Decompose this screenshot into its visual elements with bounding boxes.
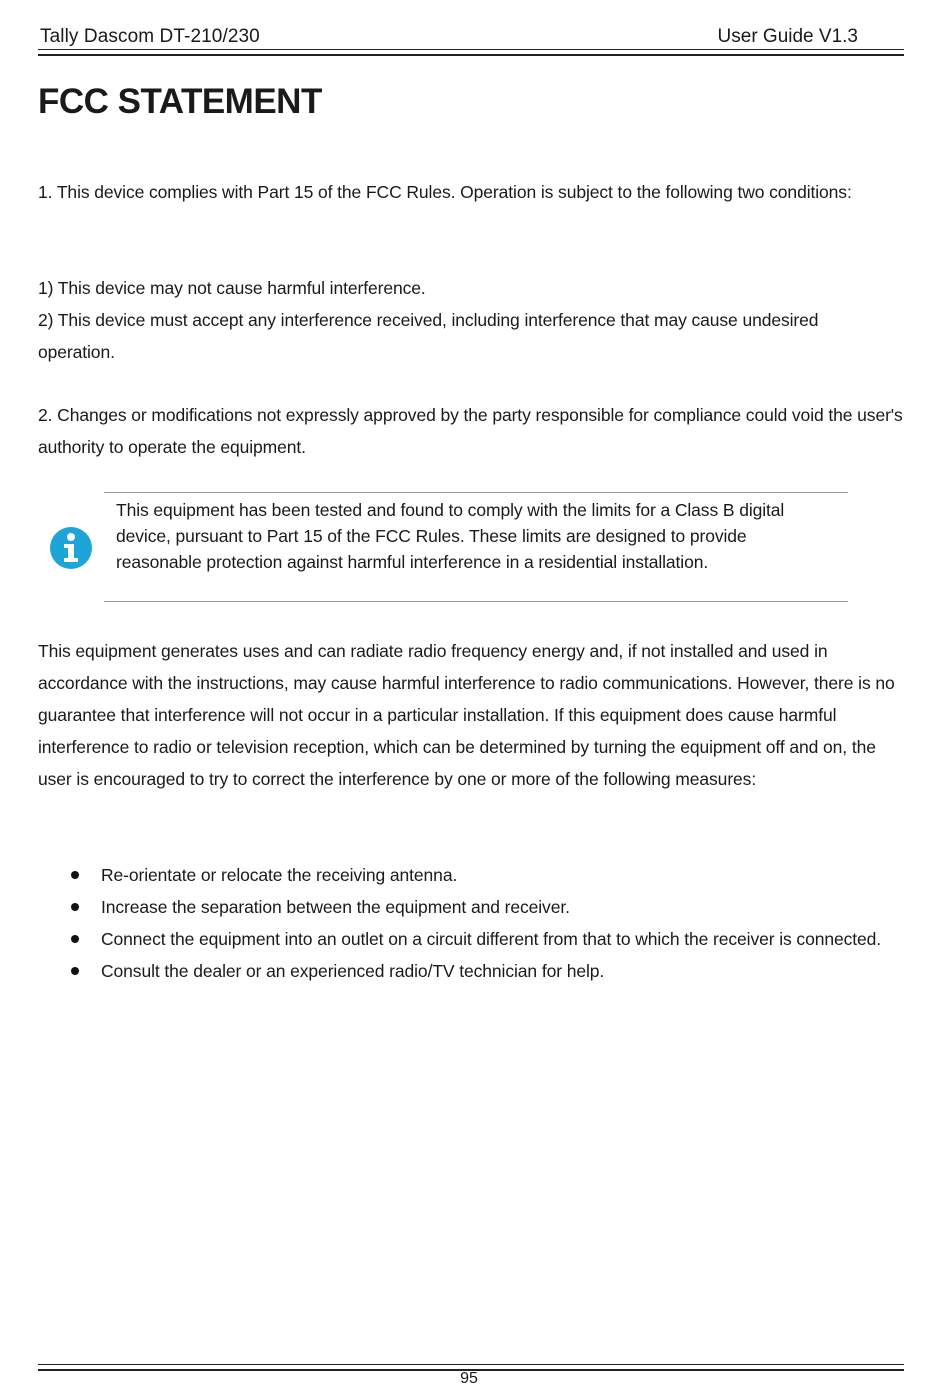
paragraph-interference: This equipment generates uses and can radiate radio frequency energy and, if not installed and used in accordance with the instructions, may cause harmful interference to radio communications. However, there is no guarantee that interference will not occur in a particular installation. If this equipment does cause harmful interference to radio or television reception, which can be determined by turning the equipment off and on, the user is encouraged to try to correct the interference by one or more of the following measures: — [38, 641, 895, 789]
condition-1: 1) This device may not cause harmful interference. — [38, 278, 426, 298]
paragraph-conditions — [38, 272, 898, 368]
note-box — [104, 492, 848, 602]
header-guide-version: User Guide V1.3 — [717, 26, 858, 47]
bullet-icon — [71, 871, 79, 879]
page-number: 95 — [460, 1370, 478, 1387]
bullet-icon — [71, 967, 79, 975]
measures-list — [38, 859, 898, 987]
paragraph-compliance: 1. This device complies with Part 15 of the FCC Rules. Operation is subject to the following two conditions: — [38, 182, 852, 202]
list-item: Increase the separation between the equipment and receiver. — [38, 891, 898, 923]
paragraph-modifications: 2. Changes or modifications not expressly approved by the party responsible for compliance could void the user's authority to operate the equipment. — [38, 405, 903, 457]
list-item: Re-orientate or relocate the receiving antenna. — [38, 859, 898, 891]
bullet-icon — [71, 935, 79, 943]
page-title: FCC STATEMENT — [38, 82, 322, 121]
header-product-name: Tally Dascom DT-210/230 — [40, 26, 260, 47]
note-text: This equipment has been tested and found to comply with the limits for a Class B digital device, pursuant to Part 15 of the FCC Rules. These limits are designed to provide reasonable protection against harmful interference in a residential installation. — [116, 500, 785, 572]
condition-2: 2) This device must accept any interference received, including interference that may cause undesired operation. — [38, 310, 819, 362]
list-item: Connect the equipment into an outlet on a circuit different from that to which the receiver is connected. — [38, 923, 898, 955]
list-item: Consult the dealer or an experienced radio/TV technician for help. — [38, 955, 898, 987]
bullet-icon — [71, 903, 79, 911]
page-header — [38, 26, 904, 48]
info-icon — [49, 526, 93, 570]
header-divider — [38, 49, 904, 56]
